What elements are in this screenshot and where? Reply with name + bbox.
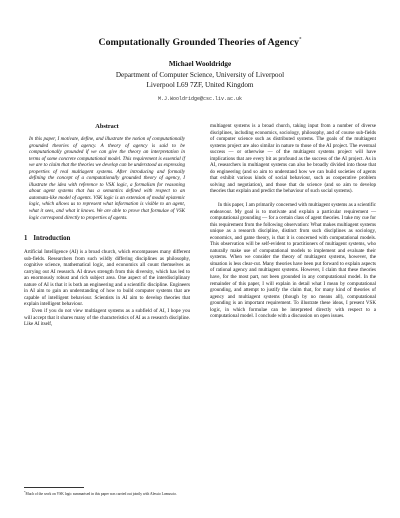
- title-footnote-marker: *: [298, 37, 302, 43]
- left-column: [24, 123, 190, 328]
- footnote-text: Much of the work on VSK logic summarised in this paper was carried out jointly with Alessio Lomuscio.: [25, 492, 177, 497]
- paper-title-text: Computationally Grounded Theories of Agency: [98, 37, 299, 48]
- paper-title: [0, 37, 400, 48]
- intro-paragraph-2-continued: multiagent systems is a broad church, taking input from a number of diverse disciplines, including economics, sociology, philosophy, and of course sub-fields of computer science such as distributed systems. The goals of the multiagent systems project are also similar in nature to those of the AI project. The eventual success — or otherwise — of the multiagent systems project will have implications that are every bit as profound as the success of the AI project. As in AI, researchers in multiagent systems can also be broadly divided into those that do engineering (and so aim to understand how we can build societies of agents that exhibit various kinds of social behaviour, such as cooperative problem solving and negotiation), and those that do science (and so aim to develop theories that explain and predict the behaviour of such social systems).: [210, 123, 376, 195]
- affiliation-line-2: Liverpool L69 7ZF, United Kingdom: [146, 81, 254, 89]
- section-title: Introduction: [33, 235, 71, 243]
- author-name: Michael Wooldridge: [168, 60, 232, 68]
- abstract-text: In this paper, I motivate, define, and illustrate the notion of computationally grounded theories of agency. A theory of agency is said to be computationally grounded if we can give the theory an interpretation in terms of some concrete computational model. This requirement is essential if we are to claim that the theories we develop can be understood as expressing properties of real multiagent systems. After introducing and formally defining the concept of a computationally grounded theory of agency, I illustrate the idea with reference to VSK logic, a formalism for reasoning about agent systems that has a semantics defined with respect to an automata-like model of agents. VSK logic is an extension of modal epistemic logic, which allows us to represent what information is visible to an agent, what it sees, and what it knows. We are able to prove that formulae of VSK logic correspond directly to properties of agents.: [29, 136, 185, 221]
- section-heading-introduction: [24, 235, 190, 243]
- intro-paragraph-3: In this paper, I am primarily concerned with multiagent systems as a scientific endeavour. My goal is to motivate and explain a particular requirement — computational grounding — for a certain class of agent theories. I take my cue for this requirement from the following observation: What makes multiagent systems unique as a research discipline, distinct from such disciplines as sociology, economics, and game theory, is that it is concerned with computational models. This observation will be self-evident to practitioners of multiagent systems, who naturally make use of computational models to implement and evaluate their systems. When we consider the theory of multiagent systems, however, the situation is less clear-cut. Many theories have been put forward to explain aspects of rational agency and multiagent systems. However, I claim that these theories have, for the most part, not been grounded in any computational model. In the remainder of this paper, I will explain in detail what I mean by computational grounding, and attempt to justify the claim that, for many kind of theories of agency and multiagent systems (though by no means all), computational grounding is an important requirement. To illustrate these ideas, I present VSK logic, in which formulae can be interpreted directly with respect to a computational model. I conclude with a discussion on open issues.: [210, 202, 376, 320]
- right-column: [210, 123, 376, 320]
- intro-paragraph-1: Artificial Intelligence (AI) is a broad church, which encompasses many different sub-fields. Researchers from such wildly differing disciplines as philosophy, cognitive science, mathematical logic, and economics all count themselves as carrying out AI research. AI draws strength from this diversity, which has led to an enormously robust and rich subject area. One aspect of the interdisciplinary nature of AI is that it is both an engineering and a scientific discipline. Engineers in AI aim to gain an understanding of how to build computer systems that are capable of intelligent behaviour. Scientists in AI aim to develop theories that explain intelligent behaviour.: [24, 249, 190, 308]
- footnote-divider: [24, 487, 84, 488]
- section-number: 1: [24, 235, 28, 243]
- footnote-marker: *: [24, 490, 26, 494]
- footnote: [24, 490, 190, 497]
- author-email: M.J.Wooldridge@csc.liv.ac.uk: [157, 96, 242, 102]
- abstract-heading: Abstract: [95, 123, 119, 130]
- intro-paragraph-2: Even if you do not view multiagent systems as a subfield of AI, I hope you will accept that it shares many of the characteristics of AI as a research discipline. Like AI itself,: [24, 308, 190, 328]
- affiliation-line-1: Department of Computer Science, University of Liverpool: [115, 71, 285, 79]
